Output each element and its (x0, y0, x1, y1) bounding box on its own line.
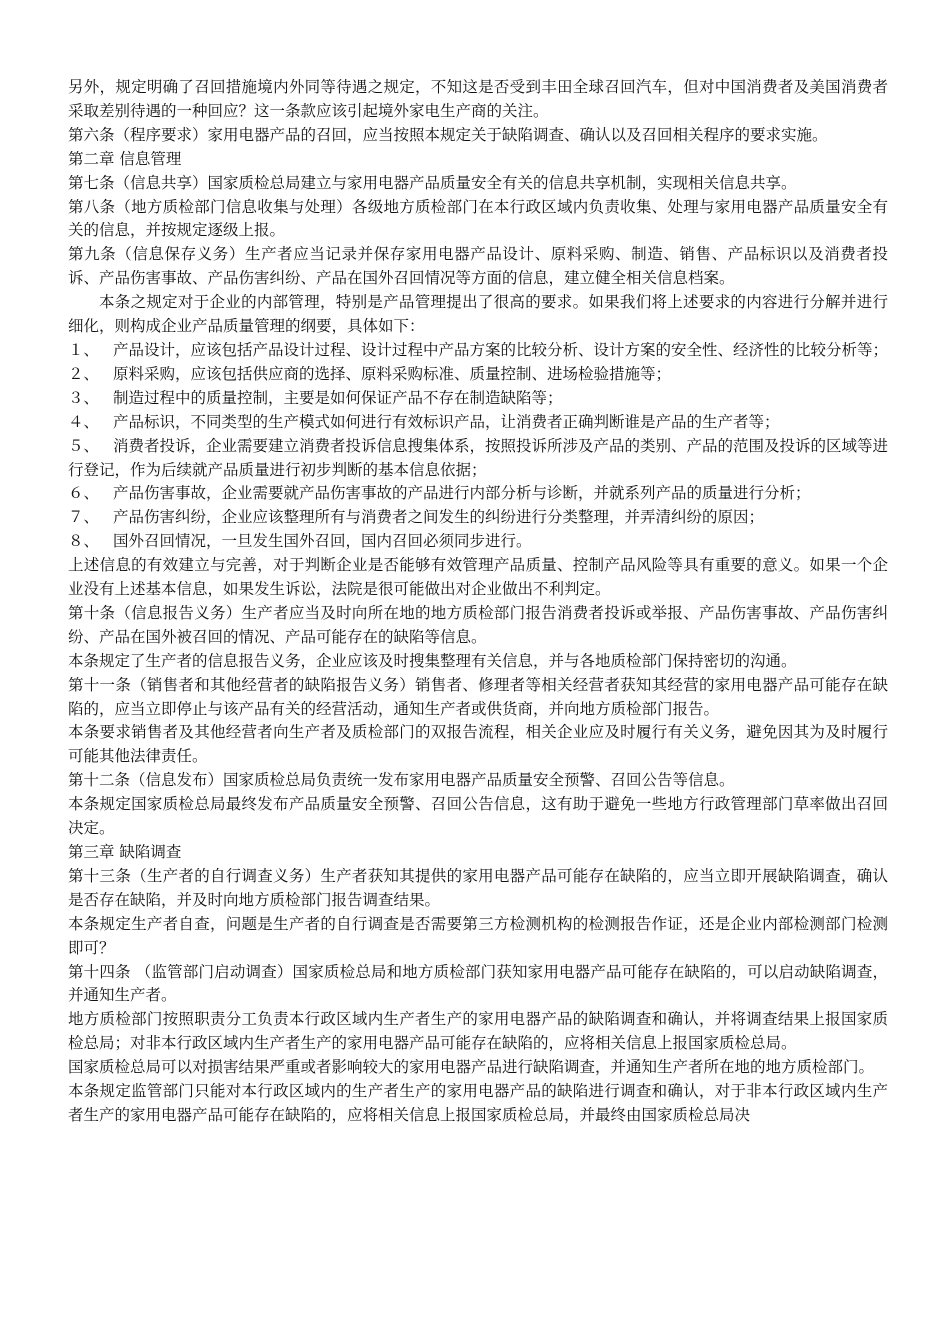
document-body (68, 76, 888, 1128)
list-item-number: ６、 (68, 484, 100, 503)
list-item-text: 原料采购，应该包括供应商的选择、原料采购标准、质量控制、进场检验措施等； (113, 364, 672, 383)
text-paragraph: 第十四条 （监管部门启动调查）国家质检总局和地方质检部门获知家用电器产品可能存在缺陷的，可以启动缺陷调查，并通知生产者。 (68, 962, 888, 1005)
text-paragraph: 国家质检总局可以对损害结果严重或者影响较大的家用电器产品进行缺陷调查，并通知生产者所在地的地方质检部门。 (68, 1058, 875, 1077)
text-paragraph: 上述信息的有效建立与完善，对于判断企业是否能够有效管理产品质量、控制产品风险等具有重要的意义。如果一个企业没有上述基本信息，如果发生诉讼，法院是很可能做出对企业做出不利判定。 (68, 556, 888, 599)
list-item (68, 339, 888, 363)
text-paragraph: 第九条（信息保存义务）生产者应当记录并保存家用电器产品设计、原料采购、制造、销售、产品标识以及消费者投诉、产品伤害事故、产品伤害纠纷、产品在国外召回情况等方面的信息，建立健全相关信息档案。 (68, 245, 888, 288)
list-item (68, 506, 888, 530)
list-item-text: 产品伤害事故，企业需要就产品伤害事故的产品进行内部分析与诊断，并就系列产品的质量进行分析； (113, 484, 811, 503)
list-item-text: 制造过程中的质量控制，主要是如何保证产品不存在制造缺陷等； (113, 388, 563, 407)
list-item-number: ４、 (68, 412, 100, 431)
list-item-number: ８、 (68, 532, 100, 551)
list-item (68, 530, 888, 554)
list-item-text: 消费者投诉，企业需要建立消费者投诉信息搜集体系，按照投诉所涉及产品的类别、产品的范围及投诉的区域等进行登记，作为后续就产品质量进行初步判断的基本信息依据； (68, 436, 889, 479)
text-paragraph: 第十条（信息报告义务）生产者应当及时向所在地的地方质检部门报告消费者投诉或举报、产品伤害事故、产品伤害纠纷、产品在国外被召回的情况、产品可能存在的缺陷等信息。 (68, 603, 888, 646)
list-item-number: ２、 (68, 364, 100, 383)
list-item-text: 产品设计，应该包括产品设计过程、设计过程中产品方案的比较分析、设计方案的安全性、经济性的比较分析等； (113, 340, 889, 359)
text-paragraph: 本条要求销售者及其他经营者向生产者及质检部门的双报告流程，相关企业应及时履行有关义务，避免因其为及时履行可能其他法律责任。 (68, 723, 888, 766)
text-paragraph: 本条规定生产者自查，问题是生产者的自行调查是否需要第三方检测机构的检测报告作证，还是企业内部检测部门检测即可？ (68, 914, 888, 957)
text-paragraph: 第十二条（信息发布）国家质检总局负责统一发布家用电器产品质量安全预警、召回公告等信息。 (68, 771, 735, 790)
text-paragraph: 第十一条（销售者和其他经营者的缺陷报告义务）销售者、修理者等相关经营者获知其经营的家用电器产品可能存在缺陷的，应当立即停止与该产品有关的经营活动，通知生产者或供货商，并向地方质检部门报告。 (68, 675, 888, 718)
text-paragraph: 本条规定监管部门只能对本行政区域内的生产者生产的家用电器产品的缺陷进行调查和确认，对于非本行政区域内生产者生产的家用电器产品可能存在缺陷的，应将相关信息上报国家质检总局，并最终由国家质检总局决 (68, 1082, 888, 1124)
list-item-number: ３、 (68, 388, 100, 407)
text-paragraph: 本条规定国家质检总局最终发布产品质量安全预警、召回公告信息，这有助于避免一些地方行政管理部门草率做出召回决定。 (68, 795, 888, 838)
text-paragraph: 第三章 缺陷调查 (68, 843, 182, 861)
text-paragraph: 第十三条（生产者的自行调查义务）生产者获知其提供的家用电器产品可能存在缺陷的，应当立即开展缺陷调查，确认是否存在缺陷，并及时向地方质检部门报告调查结果。 (68, 866, 888, 909)
text-paragraph: 第六条（程序要求）家用电器产品的召回，应当按照本规定关于缺陷调查、确认以及召回相关程序的要求实施。 (68, 125, 828, 144)
list-item (68, 435, 888, 483)
commentary-paragraph: 本条之规定对于企业的内部管理，特别是产品管理提出了很高的要求。如果我们将上述要求的内容进行分解并进行细化，则构成企业产品质量管理的纲要，具体如下： (68, 293, 888, 336)
text-paragraph: 第二章 信息管理 (68, 149, 182, 168)
text-paragraph: 第七条（信息共享）国家质检总局建立与家用电器产品质量安全有关的信息共享机制，实现相关信息共享。 (68, 173, 797, 192)
list-item (68, 387, 888, 411)
list-item (68, 411, 888, 435)
list-item-text: 产品伤害纠纷，企业应该整理所有与消费者之间发生的纠纷进行分类整理，并弄清纠纷的原因； (113, 508, 765, 527)
list-item (68, 363, 888, 387)
text-paragraph: 本条规定了生产者的信息报告义务，企业应该及时搜集整理有关信息，并与各地质检部门保持密切的沟通。 (68, 651, 797, 670)
list-item (68, 482, 888, 506)
list-item-text: 国外召回情况，一旦发生国外召回，国内召回必须同步进行。 (113, 532, 532, 551)
text-paragraph: 第八条（地方质检部门信息收集与处理）各级地方质检部门在本行政区域内负责收集、处理与家用电器产品质量安全有关的信息，并按规定逐级上报。 (68, 197, 888, 240)
list-item-number: ５、 (68, 436, 100, 455)
text-paragraph: 地方质检部门按照职责分工负责本行政区域内生产者生产的家用电器产品的缺陷调查和确认，并将调查结果上报国家质检总局；对非本行政区域内生产者生产的家用电器产品可能存在缺陷的，应将相关信息上报国家质检总局。 (68, 1010, 888, 1053)
list-item-number: ７、 (68, 508, 100, 527)
list-item-text: 产品标识，不同类型的生产模式如何进行有效标识产品，让消费者正确判断谁是产品的生产者等； (113, 412, 780, 431)
text-paragraph: 另外，规定明确了召回措施境内外同等待遇之规定，不知这是否受到丰田全球召回汽车，但对中国消费者及美国消费者采取差别待遇的一种回应？这一条款应该引起境外家电生产商的关注。 (68, 78, 888, 120)
list-item-number: １、 (68, 340, 100, 359)
